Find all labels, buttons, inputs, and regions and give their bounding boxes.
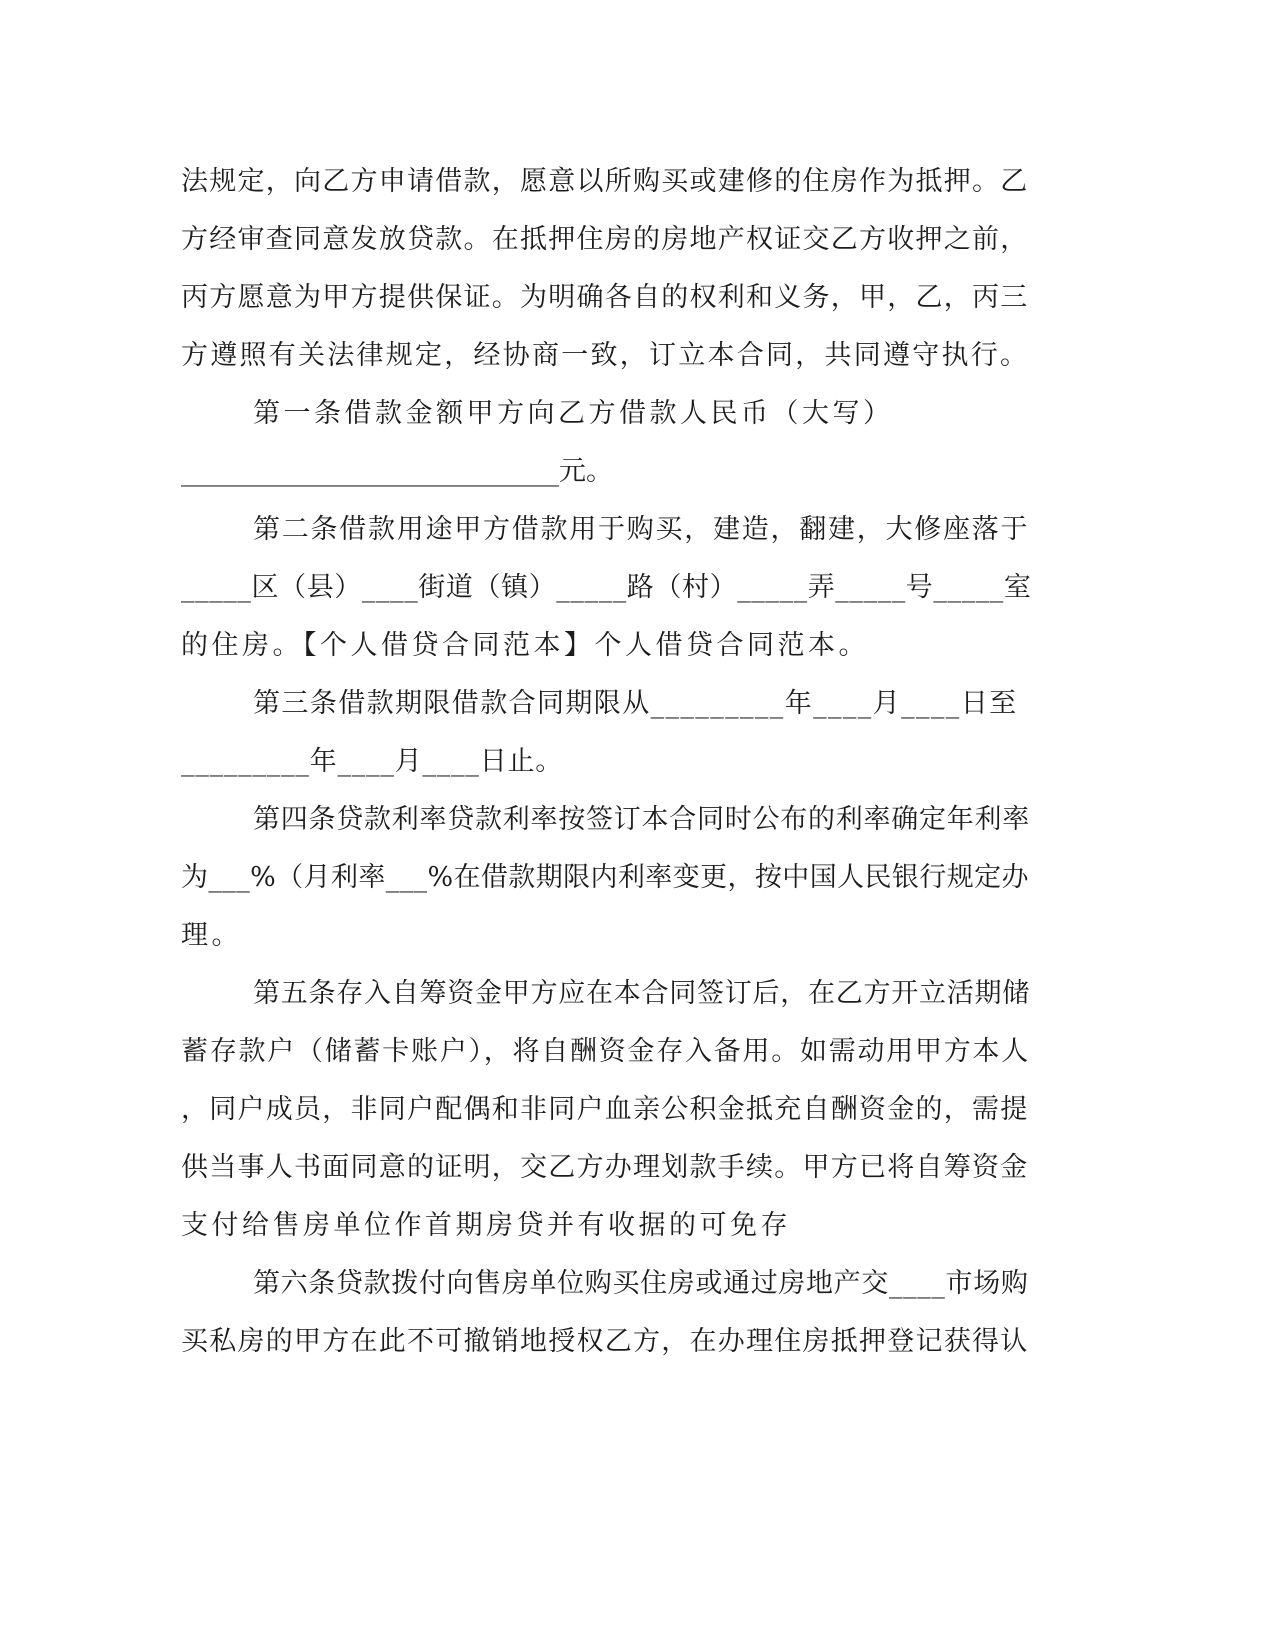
text-line: 蓄存款户（储蓄卡账户），将自酬资金存入备用。如需动用甲方本人 [181, 1036, 1030, 1067]
text-line: ，同户成员，非同户配偶和非同户血亲公积金抵充自酬资金的，需提 [181, 1094, 1029, 1125]
text-line: 方遵照有关法律规定，经协商一致，订立本合同，共同遵守执行。 [181, 340, 1030, 371]
text-line: 为___%（月利率___%在借款期限内利率变更，按中国人民银行规定办 [181, 862, 1029, 893]
text-line: 第四条贷款利率贷款利率按签订本合同时公布的利率确定年利率 [253, 804, 1030, 835]
text-line: 买私房的甲方在此不可撤销地授权乙方，在办理住房抵押登记获得认 [181, 1326, 1029, 1357]
text-line: ____________________________元。 [181, 456, 613, 487]
text-line: 第五条存入自筹资金甲方应在本合同签订后，在乙方开立活期储 [253, 978, 1030, 1009]
text-line: _________年____月____日止。 [181, 746, 564, 777]
text-line: 支付给售房单位作首期房贷并有收据的可免存 [181, 1210, 791, 1241]
text-line: 第一条借款金额甲方向乙方借款人民币（大写） [253, 398, 894, 429]
text-line: 第二条借款用途甲方借款用于购买，建造，翻建，大修座落于 [253, 514, 1030, 545]
text-line: 第六条贷款拨付向售房单位购买住房或通过房地产交____市场购 [253, 1268, 1029, 1299]
text-line: 的住房。【个人借贷合同范本】个人借贷合同范本。 [181, 630, 869, 661]
text-line: 方经审查同意发放贷款。在抵押住房的房地产权证交乙方收押之前， [181, 224, 1029, 255]
text-line: _____区（县）____街道（镇）_____路（村）_____弄_____号_____室 [181, 572, 1032, 603]
text-line: 第三条借款期限借款合同期限从_________年____月____日至 [253, 688, 1018, 719]
text-line: 法规定，向乙方申请借款，愿意以所购买或建修的住房作为抵押。乙 [181, 166, 1029, 197]
text-line: 理。 [181, 920, 242, 951]
text-line: 供当事人书面同意的证明，交乙方办理划款手续。甲方已将自筹资金 [181, 1152, 1029, 1183]
text-line: 丙方愿意为甲方提供保证。为明确各自的权利和义务，甲，乙，丙三 [181, 282, 1029, 313]
